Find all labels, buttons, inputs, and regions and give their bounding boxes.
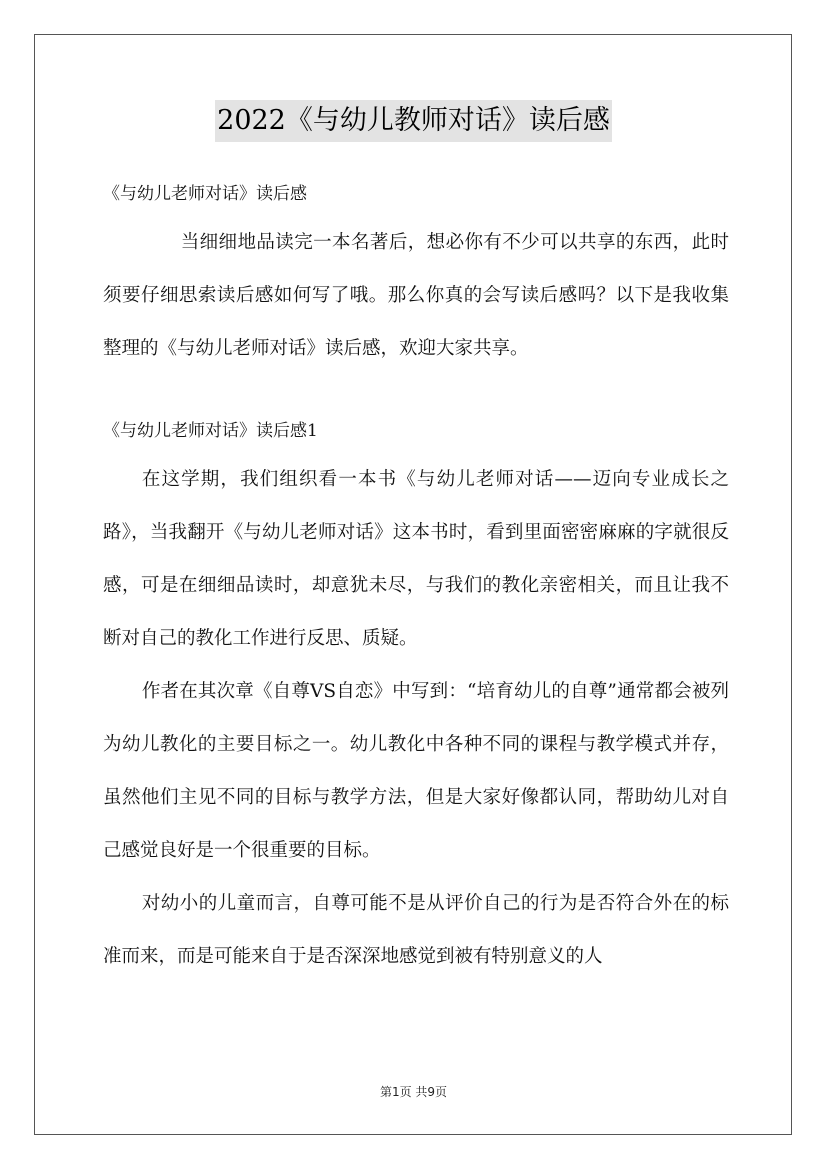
section-heading: 《与幼儿老师对话》读后感1 <box>103 421 318 441</box>
page-footer: 第1页 共9页 <box>379 1085 448 1099</box>
intro-paragraph: 当细细地品读完一本名著后，想必你有不少可以共享的东西，此时须要仔细思索读后感如何写了哦。那么你真的会写读后感吗？以下是我收集整理的《与幼儿老师对话》读后感，欢迎大家共享。 <box>103 232 729 359</box>
body-paragraph-2: 作者在其次章《自尊VS自恋》中写到：“培育幼儿的自尊”通常都会被列为幼儿教化的主要目标之一。幼儿教化中各种不同的课程与教学模式并存，虽然他们主见不同的目标与教学方法，但是大家好像都认同，帮助幼儿对自己感觉良好是一个很重要的目标。 <box>103 681 729 861</box>
title-container <box>0 100 827 142</box>
body-paragraph-1: 在这学期，我们组织看一本书《与幼儿老师对话——迈向专业成长之路》，当我翻开《与幼儿老师对话》这本书时，看到里面密密麻麻的字就很反感，可是在细细品读时，却意犹未尽，与我们的教化亲密相关，而且让我不断对自己的教化工作进行反思、质疑。 <box>103 469 729 649</box>
document-body <box>103 172 729 983</box>
document-title: 2022《与幼儿教师对话》读后感 <box>215 100 612 142</box>
section-gap <box>103 375 729 409</box>
body-paragraph-3: 对幼小的儿童而言，自尊可能不是从评价自己的行为是否符合外在的标准而来，而是可能来自于是否深深地感觉到被有特别意义的人 <box>103 893 729 967</box>
intro-heading: 《与幼儿老师对话》读后感 <box>103 184 307 204</box>
